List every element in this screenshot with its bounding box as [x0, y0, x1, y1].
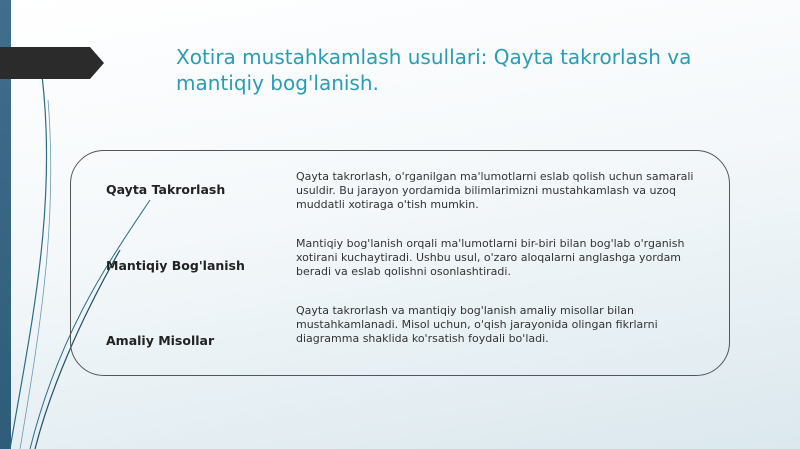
- row-description-qayta-takrorlash: Qayta takrorlash, o'rganilgan ma'lumotlarni eslab qolish uchun samarali usuldir. Bu jarayon yordamida bilimlarimizni mustahkamlash va uzoq muddatli xotiraga o'tish mumkin.: [296, 170, 694, 211]
- row-description-mantiqiy-boglanish: Mantiqiy bog'lanish orqali ma'lumotlarni bir-biri bilan bog'lab o'rganish xotirani kuchaytiradi. Ushbu usul, o'zaro aloqalarni anglashga yordam beradi va eslab qolishni osonlashtiradi.: [296, 237, 685, 278]
- row-label-qayta-takrorlash: Qayta Takrorlash: [106, 182, 226, 197]
- row-label-mantiqiy-boglanish: Mantiqiy Bog'lanish: [106, 258, 245, 273]
- title-arrow-shape: [0, 47, 104, 79]
- slide-title: Xotira mustahkamlash usullari: Qayta takrorlash va mantiqiy bog'lanish.: [176, 45, 692, 95]
- row-label-amaliy-misollar: Amaliy Misollar: [106, 333, 215, 348]
- row-description-amaliy-misollar: Qayta takrorlash va mantiqiy bog'lanish amaliy misollar bilan mustahkamlanadi. Misol uchun, o'qish jarayonida olingan fikrlarni diagramma shaklida ko'rsatish foydali bo'ladi.: [296, 304, 658, 345]
